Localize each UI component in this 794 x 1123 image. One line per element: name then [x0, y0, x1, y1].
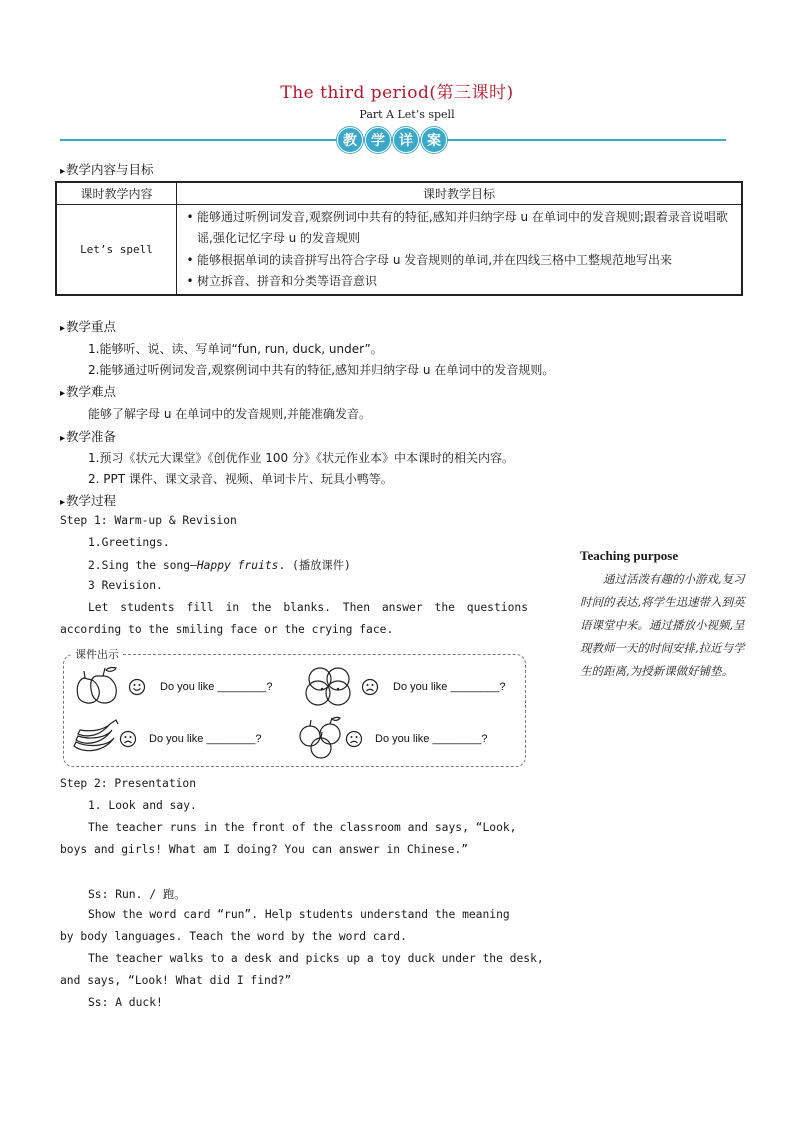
badge-char: 详	[393, 127, 419, 153]
step2-title: Step 2: Presentation	[60, 777, 197, 790]
badge-char: 案	[421, 127, 447, 153]
teacher-runs-line-1: The teacher runs in the front of the classroom and says, “Look,	[88, 821, 517, 834]
pears-image	[70, 664, 126, 708]
song-title: Happy fruits	[196, 559, 279, 572]
bananas-image	[70, 716, 122, 758]
step1-title: Step 1: Warm-up & Revision	[60, 514, 237, 527]
badge-char: 教	[337, 127, 363, 153]
goal-item: • 能够通过听例词发音,观察例词中共有的特征,感知并归纳字母 u 在单词中的发音规则;跟着录音说唱歌谣,强化记忆字母 u 的发音规则	[183, 207, 735, 250]
preparation-item: 2. PPT 课件、课文录音、视频、单词卡片、玩具小鸭等。	[88, 472, 393, 486]
goal-item: • 能够根据单词的读音拼写出符合字母 u 发音规则的单词,并在四线三格中工整规范地写出来	[183, 250, 735, 271]
question-oranges: Do you like ________?	[393, 681, 506, 693]
show-card-line-2: by body languages. Teach the word by the word card.	[60, 930, 407, 943]
teacher-walks-line-1: The teacher walks to a desk and picks up a toy duck under the desk,	[88, 952, 544, 965]
question-bananas: Do you like ________?	[149, 733, 262, 745]
difficulties-text: 能够了解字母 u 在单词中的发音规则,并能准确发音。	[88, 407, 372, 421]
key-points-heading: ▸ 教学重点	[60, 317, 116, 335]
courseware-box	[63, 654, 526, 767]
teacher-walks-line-2: and says, “Look! What did I find?”	[60, 974, 292, 987]
goal-item: • 树立拆音、拼音和分类等语音意识	[183, 271, 735, 292]
page-subtitle: Part A Let’s spell	[359, 108, 455, 121]
greetings-line: 1.Greetings.	[88, 536, 170, 549]
sing-prefix: 2.Sing the song—	[88, 559, 197, 572]
key-point-item: 1.能够听、说、读、写单词“fun, run, duck, under”。	[88, 342, 383, 356]
badge-char: 学	[365, 127, 391, 153]
page-title: The third period(第三课时)	[280, 83, 514, 103]
teacher-runs-line-2: boys and girls! What am I doing? You can answer in Chinese.”	[60, 843, 469, 856]
apples-image	[296, 714, 346, 760]
question-pears: Do you like ________?	[160, 681, 273, 693]
question-apples: Do you like ________?	[375, 733, 488, 745]
key-point-item: 2.能够通过听例词发音,观察例词中共有的特征,感知并归纳字母 u 在单词中的发音规则。	[88, 363, 555, 377]
show-card-line-1: Show the word card “run”. Help students understand the meaning	[88, 908, 510, 921]
crying-face-icon	[345, 730, 363, 748]
sing-line	[88, 557, 351, 573]
goals-cell	[177, 205, 743, 296]
ss-duck-line: Ss: A duck!	[88, 996, 163, 1009]
crying-face-icon	[361, 678, 379, 696]
oranges-image	[302, 663, 358, 707]
teaching-purpose-title: Teaching purpose	[580, 548, 679, 563]
col-goals-header: 课时教学目标	[177, 182, 743, 205]
ss-run-line: Ss: Run. / 跑。	[88, 888, 186, 901]
revision-line: 3 Revision.	[88, 579, 163, 592]
crying-face-icon	[119, 730, 137, 748]
preparation-item: 1.预习《状元大课堂》《创优作业 100 分》《状元作业本》中本课时的相关内容。	[88, 451, 514, 465]
revision-paragraph-1: Let students fill in the blanks. Then answer the questions	[88, 601, 528, 614]
courseware-label: 课件出示	[72, 646, 122, 662]
look-say-line: 1. Look and say.	[88, 799, 197, 812]
process-heading: ▸ 教学过程	[60, 491, 116, 509]
difficulties-heading: ▸ 教学难点	[60, 382, 116, 400]
sing-suffix: . (播放课件)	[278, 559, 351, 572]
revision-paragraph-2: according to the smiling face or the crying face.	[60, 623, 394, 636]
preparation-heading: ▸ 教学准备	[60, 427, 116, 445]
section-badge	[337, 127, 447, 151]
content-cell: Let’s spell	[56, 205, 177, 296]
col-content-header: 课时教学内容	[56, 182, 177, 205]
objectives-table	[55, 181, 743, 296]
teaching-purpose-text: 通过活泼有趣的小游戏,复习时间的表达,将学生迅速带入到英语课堂中来。通过播放小视频,呈现教师一天的时间安排,拉近与学生的距离,为授新课做好铺垫。	[580, 572, 745, 678]
smiling-face-icon	[128, 678, 146, 696]
objectives-heading: ▸ 教学内容与目标	[60, 160, 154, 178]
